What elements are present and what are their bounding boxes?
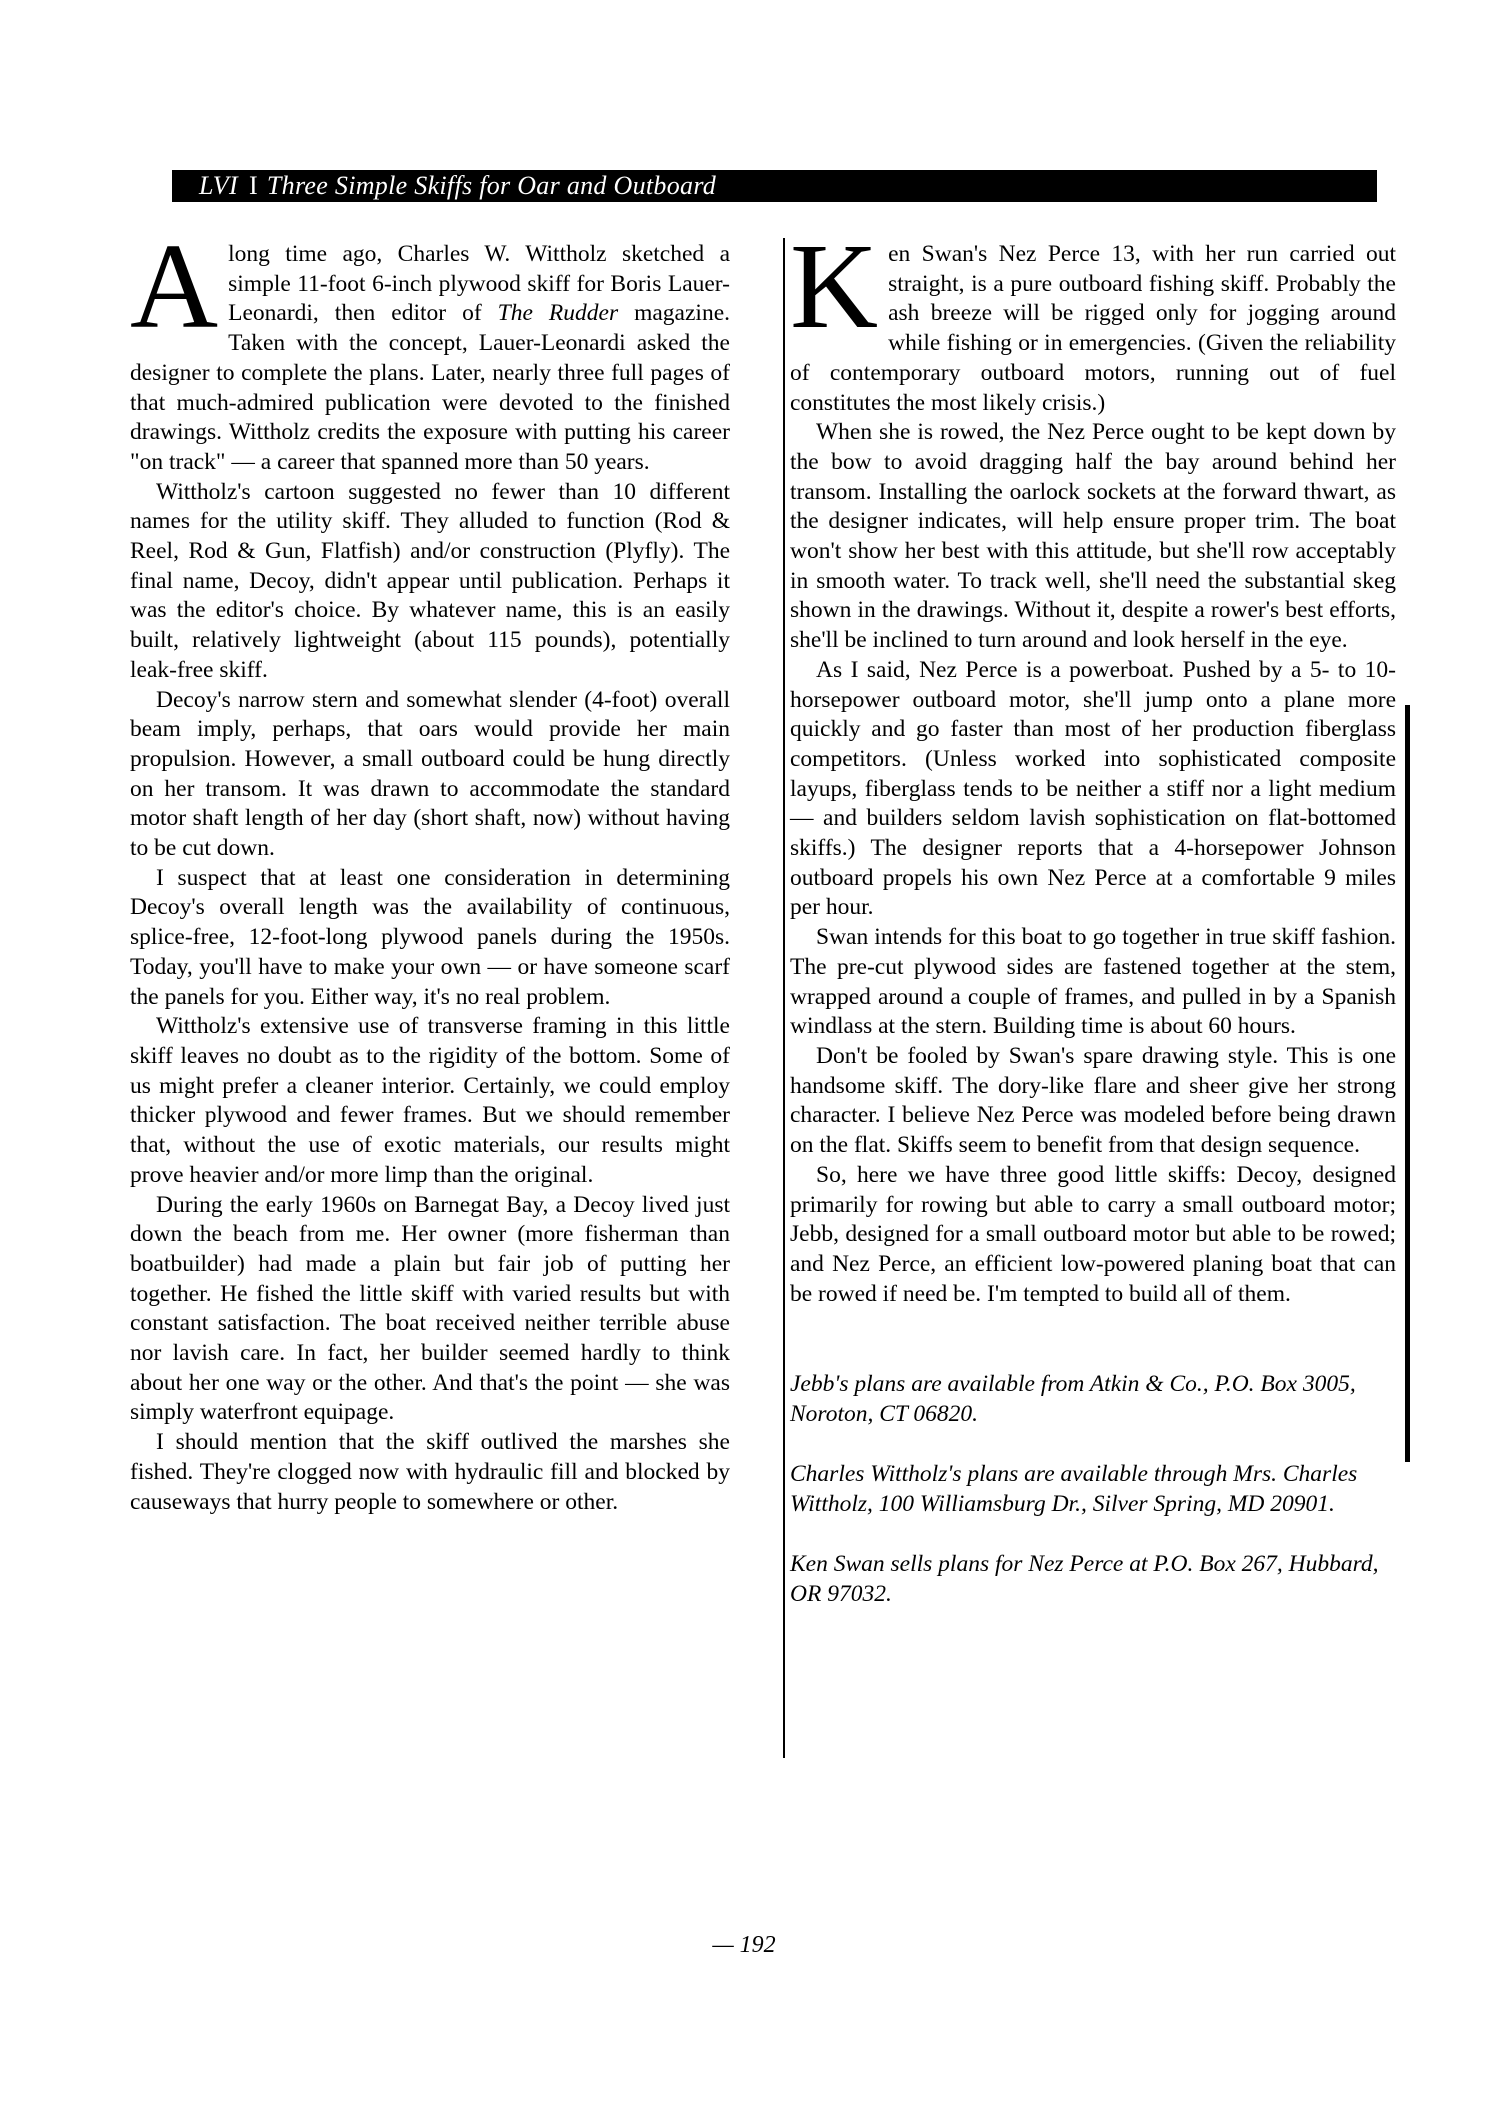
drop-cap: A — [130, 219, 219, 354]
paragraph-text: magazine. Taken with the concept, Lauer-Leonardi asked the designer to complete the plans. Later, nearly three full pages of that much-admired publication were devoted to the finished drawings. Wittholz credits the exposure with putting his career "on track" — a career that spanned more than 50 years. — [130, 300, 730, 475]
paragraph: I should mention that the skiff outlived the marshes she fished. They're clogged now with hydraulic fill and blocked by causeways that hurry people to somewhere or other. — [130, 1429, 730, 1515]
paragraph — [130, 219, 730, 478]
margin-change-bar — [1405, 705, 1410, 1462]
paragraph: So, here we have three good little skiffs: Decoy, designed primarily for rowing but able to carry a small outboard motor; Jebb, designed for a small outboard motor but able to be rowed; and Nez Perce, an efficient low-powered planing boat that can be rowed if need be. I'm tempted to build all of them. — [790, 1161, 1396, 1307]
paragraph — [790, 219, 1396, 418]
page-number: — 192 — [712, 1932, 776, 1958]
chapter-title: Three Simple Skiffs for Oar and Outboard — [266, 171, 717, 200]
column-divider-rule — [783, 238, 785, 1758]
paragraph: During the early 1960s on Barnegat Bay, a Decoy lived just down the beach from me. Her owner (more fisherman than boatbuilder) had made a plain but fair job of putting her together. He fished the little skiff with varied results but with constant satisfaction. The boat received neither terrible abuse nor lavish care. In fact, her builder seemed hardly to think about her one way or the other. And that's the point — she was simply waterfront equipage. — [130, 1191, 730, 1426]
paragraph: Don't be fooled by Swan's spare drawing style. This is one handsome skiff. The dory-like flare and sheer give her strong character. I believe Nez Perce was modeled before being drawn on the flat. Skiffs seem to benefit from that design sequence. — [790, 1042, 1396, 1159]
paragraph: When she is rowed, the Nez Perce ought to be kept down by the bow to avoid dragging half the bay around behind her transom. Installing the oarlock sockets at the forward thwart, as the designer indicates, will help ensure proper trim. The boat won't show her best with this attitude, but she'll row acceptably in smooth water. To track well, she'll need the substantial skeg shown in the drawings. Without it, despite a rower's best efforts, she'll be inclined to turn around and look herself in the eye. — [790, 419, 1396, 654]
paragraph-text: long time ago, Charles W. Wittholz sketched a simple 11-foot 6-inch plywood skiff for Boris Lauer-Leonardi, then editor of — [228, 241, 730, 327]
chapter-separator: I — [248, 171, 258, 200]
paragraph: Wittholz's cartoon suggested no fewer than 10 different names for the utility skiff. They alluded to function (Rod & Reel, Rod & Gun, Flatfish) and/or construction (Plyfly). The final name, Decoy, didn't appear until publication. Perhaps it was the editor's choice. By whatever name, this is an easily built, relatively lightweight (about 115 pounds), potentially leak-free skiff. — [130, 478, 730, 683]
right-column — [790, 219, 1396, 1639]
paragraph: As I said, Nez Perce is a powerboat. Pushed by a 5- to 10-horsepower outboard motor, she'll jump onto a plane more quickly and go faster than most of her production fiberglass competitors. (Unless worked into sophisticated composite layups, fiberglass tends to be neither a stiff nor a light medium — and builders seldom lavish sophistication on flat-bottomed skiffs.) The designer reports that a 4-horsepower Johnson outboard propels his own Nez Perce at a comfortable 9 miles per hour. — [790, 656, 1396, 921]
chapter-number: LVI — [199, 171, 238, 200]
paragraph: Swan intends for this boat to go together in true skiff fashion. The pre-cut plywood sides are fastened together at the stem, wrapped around a couple of frames, and pulled in by a Spanish windlass at the stern. Building time is about 60 hours. — [790, 924, 1396, 1040]
chapter-header-bar — [172, 170, 1377, 202]
paragraph: Wittholz's extensive use of transverse framing in this little skiff leaves no doubt as to the rigidity of the bottom. Some of us might prefer a cleaner interior. Certainly, we could employ thicker plywood and fewer frames. But we should remember that, without the use of exotic materials, our results might prove heavier and/or more limp than the original. — [130, 1013, 730, 1188]
magazine-title-italic: The Rudder — [497, 300, 619, 327]
drop-cap: K — [790, 219, 879, 354]
paragraph: I suspect that at least one consideration in determining Decoy's overall length was the availability of continuous, splice-free, 12-foot-long plywood panels during the 1950s. Today, you'll have to make your own — or have someone scarf the panels for you. Either way, it's no real problem. — [130, 864, 730, 1010]
left-column — [130, 219, 730, 1517]
paragraph-text: en Swan's Nez Perce 13, with her run carried out straight, is a pure outboard fishing skiff. Probably the ash breeze will be rigged only for jogging around while fishing or in emergencies. (Given the reliability of contemporary outboard motors, running out of fuel constitutes the most likely crisis.) — [790, 241, 1396, 416]
plan-note-wittholz: Charles Wittholz's plans are available through Mrs. Charles Wittholz, 100 Williamsburg Dr., Silver Spring, MD 20901. — [790, 1461, 1358, 1518]
paragraph: Decoy's narrow stern and somewhat slender (4-foot) overall beam imply, perhaps, that oars would provide her main propulsion. However, a small outboard could be hung directly on her transom. It was drawn to accommodate the standard motor shaft length of her day (short shaft, now) without having to be cut down. — [130, 686, 730, 862]
chapter-header-text — [172, 171, 716, 201]
plan-note-jebb: Jebb's plans are available from Atkin & Co., P.O. Box 3005, Noroton, CT 06820. — [790, 1371, 1356, 1428]
plan-availability-notes — [790, 1369, 1396, 1609]
plan-note-swan: Ken Swan sells plans for Nez Perce at P.O. Box 267, Hubbard, OR 97032. — [790, 1551, 1379, 1608]
